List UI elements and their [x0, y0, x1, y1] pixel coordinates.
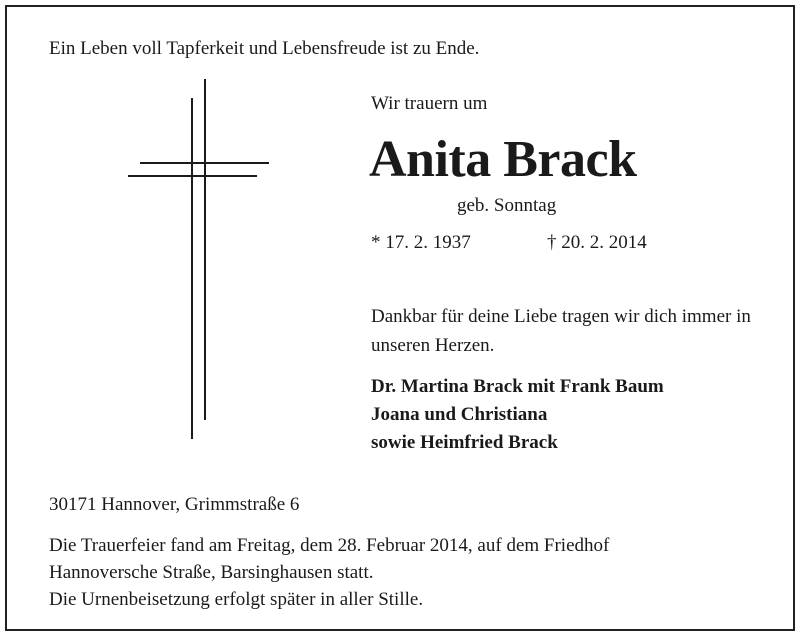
family-member: Joana und Christiana	[371, 404, 548, 425]
maiden-name: geb. Sonntag	[457, 195, 557, 216]
family-member: Dr. Martina Brack mit Frank Baum	[371, 376, 664, 397]
motto-text: Ein Leben voll Tapferkeit und Lebensfreude ist zu Ende.	[49, 38, 480, 59]
birth-date: * 17. 2. 1937	[371, 232, 471, 253]
intro-text: Wir trauern um	[371, 93, 488, 114]
death-date: † 20. 2. 2014	[547, 232, 647, 253]
funeral-line: Die Trauerfeier fand am Freitag, dem 28. Februar 2014, auf dem Friedhof	[49, 535, 610, 556]
obituary-card	[5, 5, 795, 631]
cross-horizontal-line-bottom	[128, 175, 257, 177]
deceased-name: Anita Brack	[369, 131, 637, 188]
cross-vertical-line-left	[191, 98, 193, 439]
funeral-line: Die Urnenbeisetzung erfolgt später in aller Stille.	[49, 589, 424, 610]
cross-horizontal-line-top	[140, 162, 269, 164]
family-list	[371, 373, 664, 457]
thanks-text: Dankbar für deine Liebe tragen wir dich immer in unseren Herzen.	[371, 306, 751, 356]
address-text: 30171 Hannover, Grimmstraße 6	[49, 494, 300, 515]
funeral-line: Hannoversche Straße, Barsinghausen statt.	[49, 562, 374, 583]
cross-vertical-line-right	[204, 79, 206, 420]
family-member: sowie Heimfried Brack	[371, 432, 558, 453]
funeral-info	[49, 532, 609, 613]
